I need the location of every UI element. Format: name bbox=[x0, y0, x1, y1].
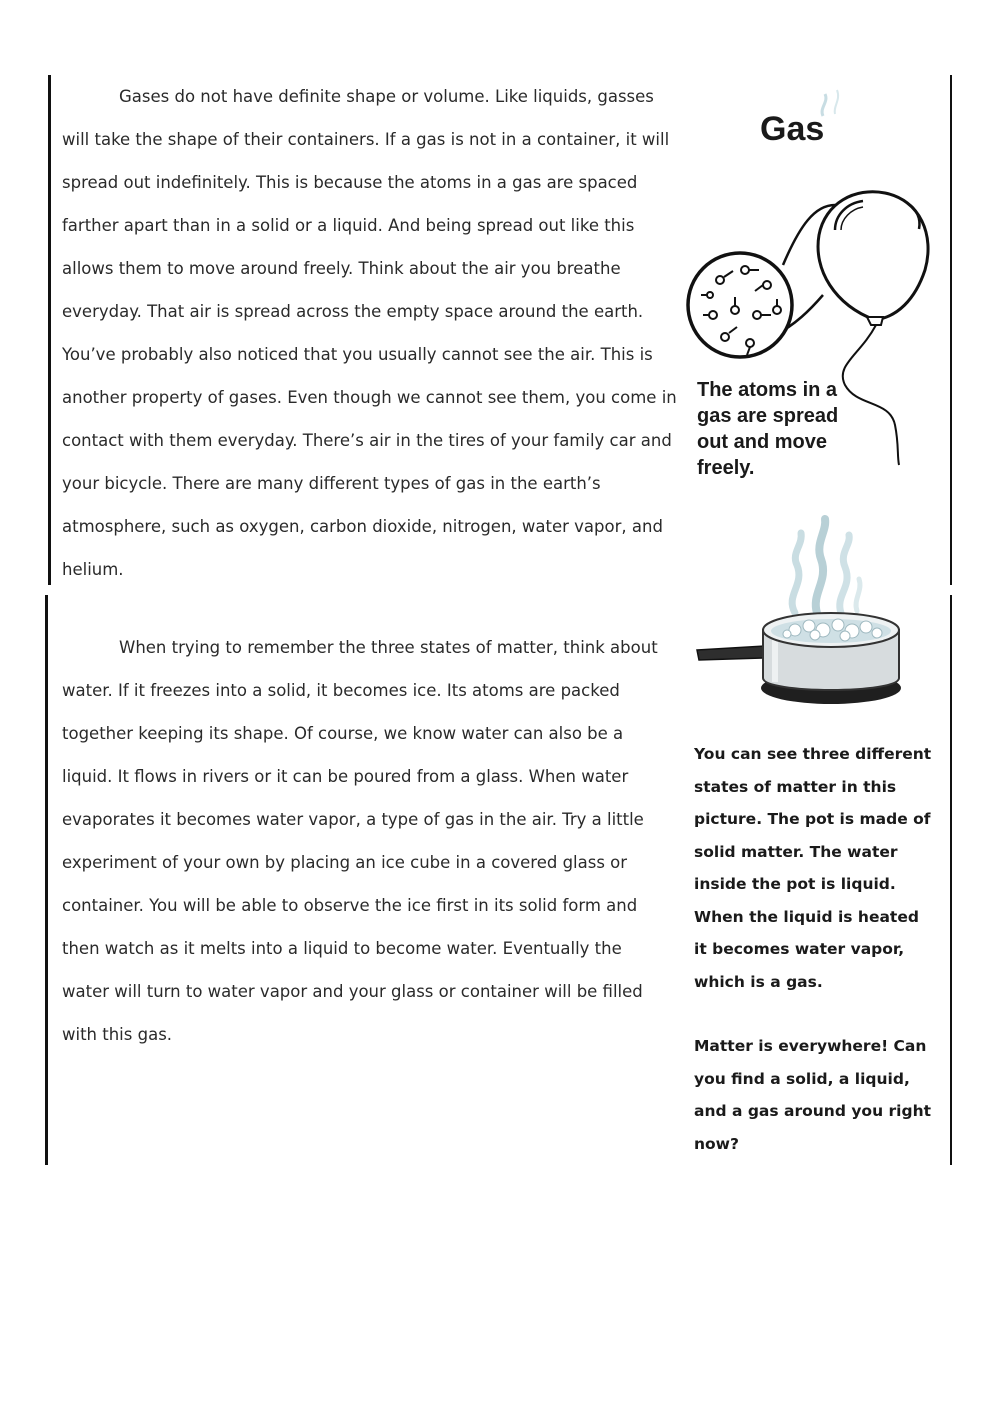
boiling-pot-icon bbox=[695, 600, 910, 710]
bottom-left-border bbox=[45, 595, 48, 1165]
water-paragraph-text: When trying to remember the three states of matter, think about water. If it freezes into a solid, it becomes ice. Its atoms are packed together keeping its shape. Of course, we know water can also be a liquid. It flows in rivers or it can be poured from a glass. When water evaporates it becomes water vapor, a type of gas in the air. Try a little experiment of your own by placing an ice cube in a covered glass or container. You will be able to observe the ice first in its solid form and then watch as it melts into a liquid to become water. Eventually the water will turn to water vapor and your glass or container will be filled with this gas. bbox=[62, 638, 658, 1044]
gas-caption: The atoms in a gas are spread out and move freely. bbox=[697, 379, 839, 479]
top-left-border bbox=[48, 75, 51, 585]
gas-atoms-icon bbox=[688, 253, 792, 357]
bottom-right-border bbox=[950, 595, 952, 1165]
closing-question: Matter is everywhere! Can you find a solid, a liquid, and a gas around you right now? bbox=[694, 1037, 932, 1153]
gas-paragraph bbox=[62, 75, 677, 591]
gas-title: Gas bbox=[760, 110, 825, 148]
gas-paragraph-text: Gases do not have definite shape or volume. Like liquids, gasses will take the shape of their containers. If a gas is not in a container, it will spread out indefinitely. This is because the atoms in a gas are spaced farther apart than in a solid or a liquid. And being spread out like this allows them to move around freely. Think about the air you breathe everyday. That air is spread across the empty space around the earth. You’ve probably also noticed that you usually cannot see the air. This is another property of gases. Even though we cannot see them, you come in contact with them everyday. There’s air in the tires of your family car and your bicycle. There are many different types of gas in the earth’s atmosphere, such as oxygen, carbon dioxide, nitrogen, water vapor, and helium. bbox=[62, 87, 677, 579]
pot-side-note bbox=[694, 738, 934, 1160]
pot-note-text: You can see three different states of matter in this picture. The pot is made of solid matter. The water inside the pot is liquid. When the liquid is heated it becomes water vapor, which is a gas. bbox=[694, 745, 932, 991]
gas-wisp-icon bbox=[815, 88, 855, 118]
water-paragraph bbox=[62, 626, 662, 1056]
